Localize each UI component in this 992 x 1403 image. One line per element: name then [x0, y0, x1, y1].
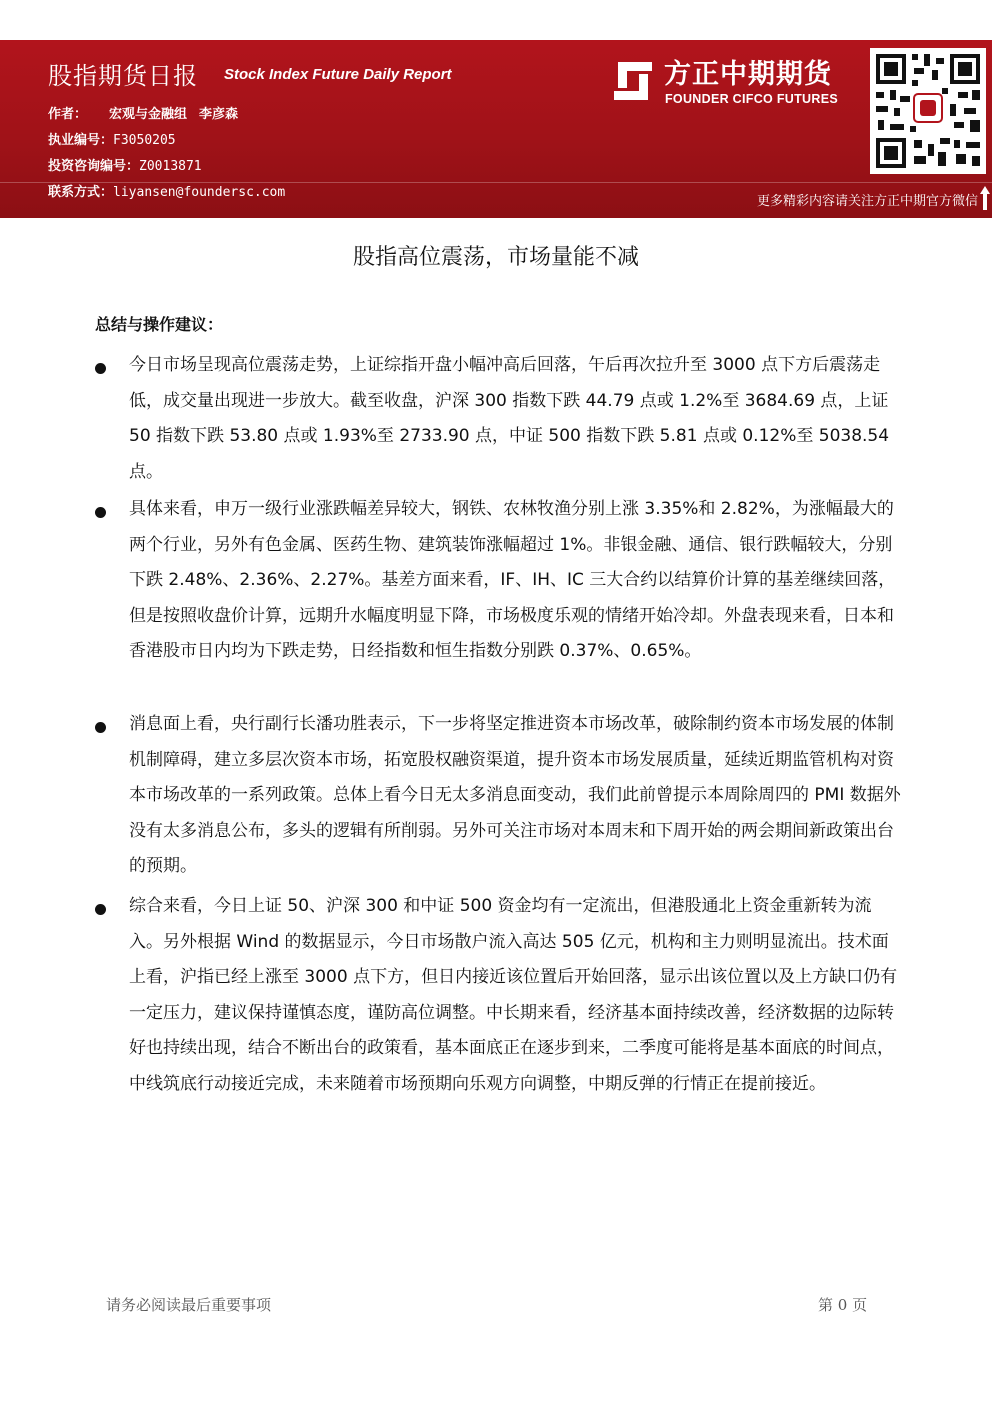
author-row: [48, 102, 285, 128]
company-logo-icon: [610, 58, 656, 104]
qr-code-icon: [870, 48, 986, 174]
license-label: 执业编号：: [48, 133, 114, 148]
author-info: [48, 102, 285, 206]
document-title: 股指高位震荡，市场量能不减: [352, 245, 639, 270]
advisory-label: 投资咨询编号：: [48, 159, 140, 174]
author-name: 李彦森: [199, 107, 239, 122]
bullet-icon: [95, 363, 106, 374]
advisory-value: Z0013871: [139, 159, 202, 174]
contact-row: [48, 180, 285, 206]
paragraph-sector-detail: 具体来看，申万一级行业涨跌幅差异较大，钢铁、农林牧渔分别上涨 3.35%和 2.82%，为涨幅最大的两个行业，另外有色金属、医药生物、建筑装饰涨幅超过 1%。非银金融、通信、银行跌幅较大，分别下跌 2.48%、2.36%、2.27%。基差方面来看，IF、IH、IC 三大合约以结算价计算的基差继续回落，但是按照收盘价计算，远期升水幅度明显下降，市场极度乐观的情绪开始冷却。外盘表现来看，日本和香港股市日内均为下跌走势，日经指数和恒生指数分别跌 0.37%、0.65%。: [129, 499, 896, 661]
license-value: F3050205: [113, 133, 176, 148]
contact-label: 联系方式：: [48, 185, 114, 200]
page-number: 第 0 页: [818, 1296, 868, 1314]
bullet-icon: [95, 722, 106, 733]
advisory-row: [48, 154, 285, 180]
paragraph-market-summary: 今日市场呈现高位震荡走势，上证综指开盘小幅冲高后回落，午后再次拉升至 3000 点下方后震荡走低，成交量出现进一步放大。截至收盘，沪深 300 指数下跌 44.79 点或 1.2%至 3684.69 点，上证 50 指数下跌 53.80 点或 1.93%至 2733.90 点，中证 500 指数下跌 5.81 点或 0.12%至 5038.54 点。: [129, 355, 890, 482]
bullet-icon: [95, 507, 106, 518]
company-name-cn: 方正中期期货: [664, 59, 832, 90]
paragraph-news: 消息面上看，央行副行长潘功胜表示，下一步将坚定推进资本市场改革，破除制约资本市场发展的体制机制障碍，建立多层次资本市场，拓宽股权融资渠道，提升资本市场发展质量，延续近期监管机构对资本市场改革的一系列政策。总体上看今日无太多消息面变动，我们此前曾提示本周除周四的 PMI 数据外没有太多消息公布，多头的逻辑有所削弱。另外可关注市场对本周末和下周开始的两会期间新政策出台的预期。: [129, 714, 901, 876]
company-name-en: FOUNDER CIFCO FUTURES: [665, 92, 838, 106]
section-heading: 总结与操作建议：: [95, 315, 224, 334]
license-row: [48, 128, 285, 154]
report-subtitle: Stock Index Future Daily Report: [224, 66, 452, 83]
bullet-icon: [95, 904, 106, 915]
report-title: 股指期货日报: [48, 62, 198, 90]
footer-disclaimer: 请务必阅读最后重要事项: [106, 1296, 272, 1314]
author-group: 宏观与金融组: [109, 107, 188, 122]
wechat-follow-note: 更多精彩内容请关注方正中期官方微信: [756, 194, 978, 209]
arrow-up-icon: [980, 186, 990, 210]
author-label: 作者：: [48, 107, 88, 122]
contact-email[interactable]: liyansen@foundersc.com: [113, 185, 286, 200]
report-header: [0, 40, 992, 218]
paragraph-outlook: 综合来看，今日上证 50、沪深 300 和中证 500 资金均有一定流出，但港股通北上资金重新转为流入。另外根据 Wind 的数据显示，今日市场散户流入高达 505 亿元，机构和主力则明显流出。技术面上看，沪指已经上涨至 3000 点下方，但日内接近该位置后开始回落，显示出该位置以及上方缺口仍有一定压力，建议保持谨慎态度，谨防高位调整。中长期来看，经济基本面持续改善，经济数据的边际转好也持续出现，结合不断出台的政策看，基本面底正在逐步到来，二季度可能将是基本面底的时间点，中线筑底行动接近完成，未来随着市场预期向乐观方向调整，中期反弹的行情正在提前接近。: [129, 896, 898, 1094]
